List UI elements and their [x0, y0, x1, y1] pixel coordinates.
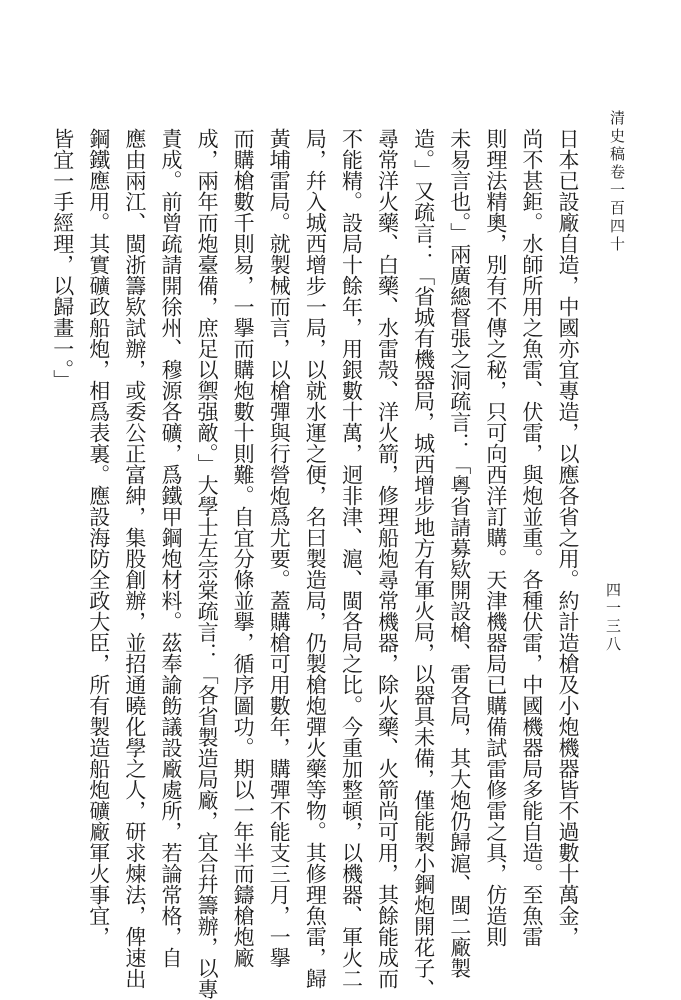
- body-text: [50, 128, 586, 1000]
- text-column: 未易言也。」兩廣總督張之洞疏言：「粵省請募欵開設槍、雷各局，其大炮仍歸滬、閩二廠製: [447, 128, 472, 979]
- text-column: 尋常洋火藥、白藥、水雷殼、洋火箭，修理船炮尋常機器，除火藥、火箭尚可用，其餘能成而: [375, 128, 400, 989]
- text-column: 日本已設廠自造，中國亦宜專造，以應各省之用。約計造槍及小炮機器皆不過數十萬金，: [556, 128, 580, 947]
- text-column: 而購槍數千則易，一擧而購炮數十則難。自宜分條並擧，循序圖功。期以一年半而鑄槍炮廠: [231, 128, 256, 968]
- text-column: 應由兩江、閩浙籌欵試辦，或委公正富紳，集股創辦，並招通曉化學之人，研求煉法，俾速出: [122, 128, 147, 989]
- page-number: 四一三八: [604, 582, 622, 654]
- text-column: 局，幷入城西增步一局，以就水運之便，名曰製造局，仍製槍炮彈火藥等物。其修理魚雷，歸: [303, 128, 328, 989]
- text-column: 成，兩年而炮臺備，庶足以禦强敵。」大學士左宗棠疏言：「各省製造局廠，宜合幷籌辦，以專: [195, 128, 220, 1000]
- text-column: 不能精。設局十餘年，用銀數十萬，迥非津、滬、閩各局之比。今重加整頓，以機器、軍火二: [339, 128, 364, 989]
- text-column: 造。」又疏言：「省城有機器局，城西增步地方有軍火局，以器具未備，僅能製小鋼炮開花子、: [411, 128, 436, 1000]
- running-header-title: 清史稿卷一百四十: [608, 110, 626, 254]
- text-column: 黃埔雷局。就製械而言，以槍彈與行營炮爲尤要。蓋購槍可用數年，購彈不能支三月，一擧: [267, 128, 292, 968]
- text-column: 則理法精奧，別有不傳之秘，只可向西洋訂購。天津機器局已購備試雷修雷之具，仿造則: [483, 128, 508, 947]
- text-column: 皆宜一手經理，以歸畫一。」: [50, 128, 75, 391]
- text-column: 鋼鐵應用。其實礦政船炮，相爲表裏。應設海防全政大臣，所有製造船炮礦廠軍火事宜，: [86, 128, 111, 947]
- text-column: 責成。前曾疏請開徐州、穆源各礦，爲鐵甲鋼炮材料。茲奉諭飭議設廠處所，若論常格，自: [158, 128, 183, 968]
- text-column: 尚不甚鉅。水師所用之魚雷、伏雷，與炮並重。各種伏雷，中國機器局多能自造。至魚雷: [519, 128, 544, 947]
